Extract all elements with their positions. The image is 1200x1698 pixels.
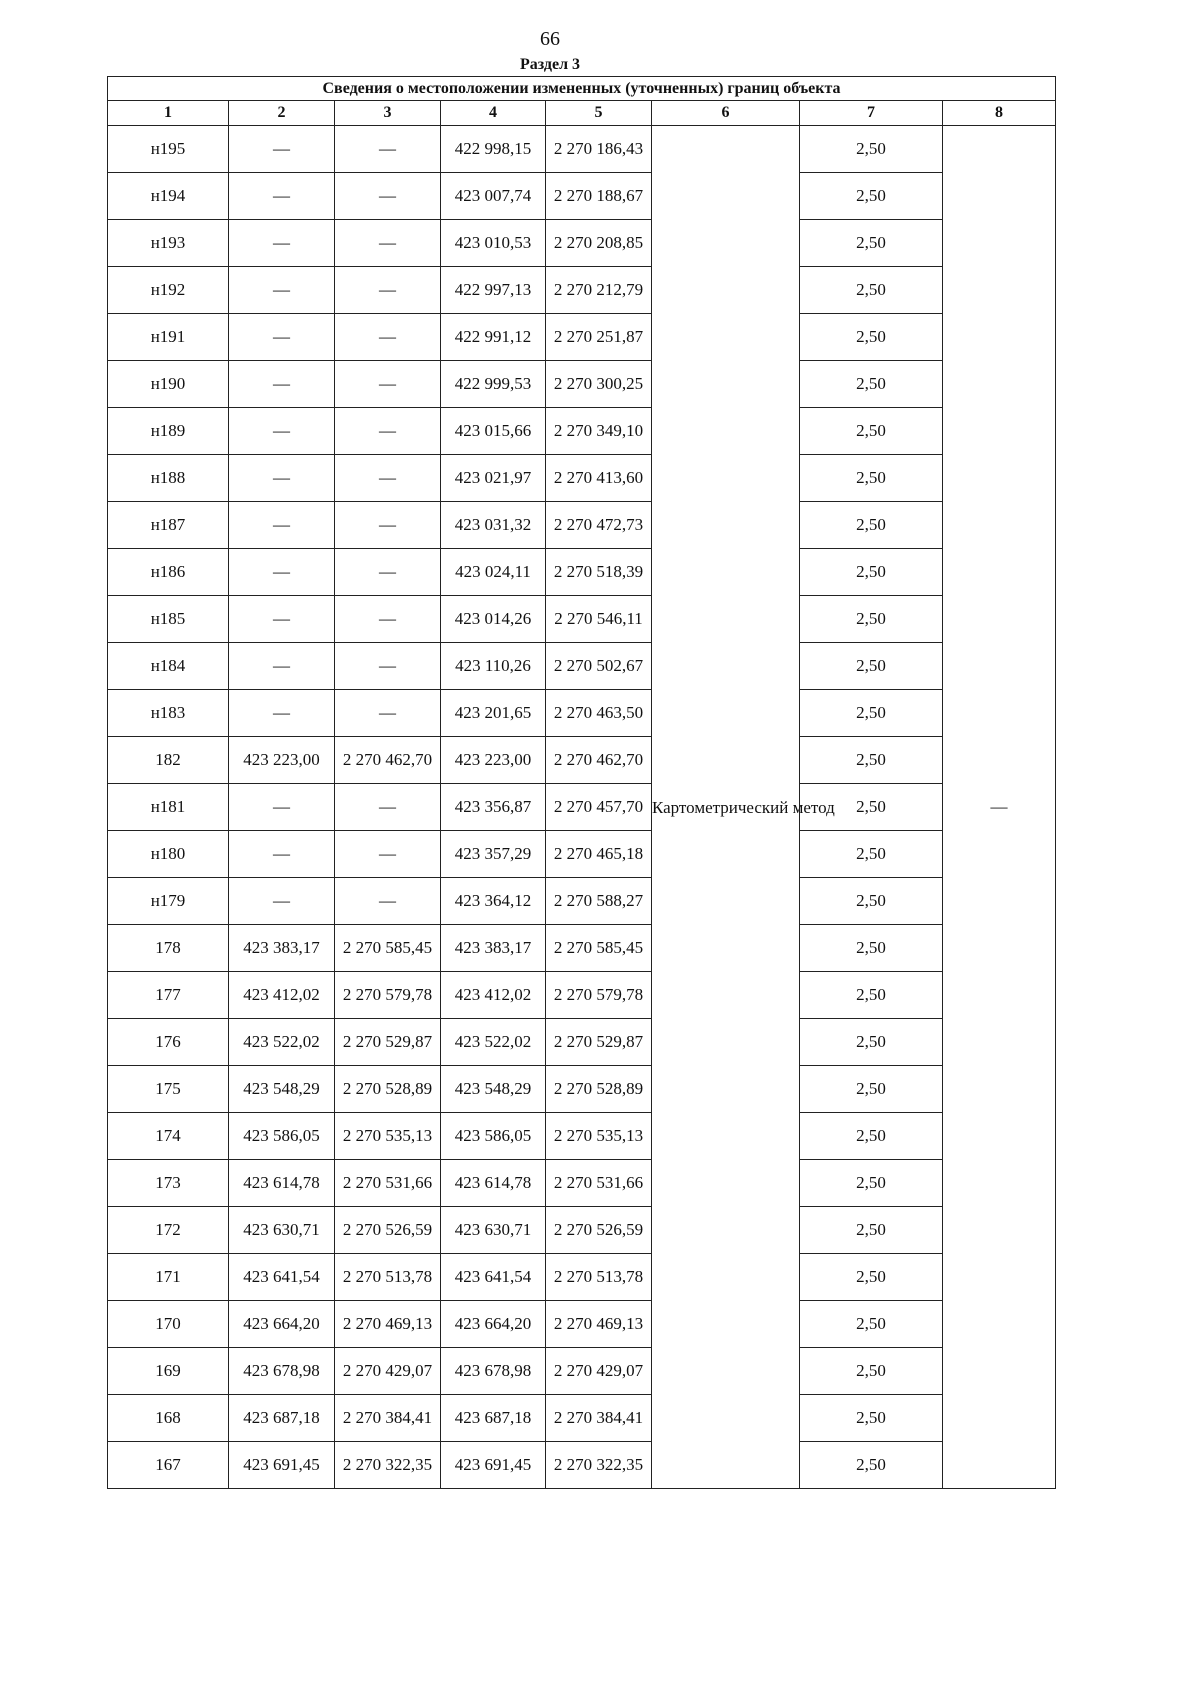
precision-value: 2,50 — [800, 1066, 943, 1113]
new-y-coordinate: 2 270 529,87 — [546, 1019, 652, 1066]
old-y-coordinate: 2 270 322,35 — [335, 1442, 441, 1489]
old-x-coordinate: — — [229, 361, 335, 408]
precision-value: 2,50 — [800, 737, 943, 784]
new-x-coordinate: 423 548,29 — [441, 1066, 546, 1113]
new-y-coordinate: 2 270 384,41 — [546, 1395, 652, 1442]
table-row — [108, 1254, 1056, 1301]
old-x-coordinate: — — [229, 784, 335, 831]
old-x-coordinate: — — [229, 596, 335, 643]
point-number: н185 — [108, 596, 229, 643]
new-y-coordinate: 2 270 588,27 — [546, 878, 652, 925]
precision-value: 2,50 — [800, 455, 943, 502]
new-x-coordinate: 423 364,12 — [441, 878, 546, 925]
precision-value: 2,50 — [800, 1113, 943, 1160]
old-y-coordinate: — — [335, 361, 441, 408]
precision-value: 2,50 — [800, 314, 943, 361]
table-row — [108, 690, 1056, 737]
table-row — [108, 220, 1056, 267]
old-y-coordinate: — — [335, 126, 441, 173]
old-x-coordinate: — — [229, 502, 335, 549]
old-y-coordinate: — — [335, 831, 441, 878]
column-number-row — [108, 101, 1056, 126]
table-row — [108, 408, 1056, 455]
new-y-coordinate: 2 270 463,50 — [546, 690, 652, 737]
old-y-coordinate: 2 270 513,78 — [335, 1254, 441, 1301]
table-row — [108, 1395, 1056, 1442]
old-y-coordinate: 2 270 526,59 — [335, 1207, 441, 1254]
new-y-coordinate: 2 270 513,78 — [546, 1254, 652, 1301]
table-row — [108, 925, 1056, 972]
table-row — [108, 972, 1056, 1019]
new-x-coordinate: 423 630,71 — [441, 1207, 546, 1254]
precision-value: 2,50 — [800, 1442, 943, 1489]
old-y-coordinate: — — [335, 267, 441, 314]
new-x-coordinate: 423 015,66 — [441, 408, 546, 455]
new-x-coordinate: 423 031,32 — [441, 502, 546, 549]
table-caption: Сведения о местоположении измененных (уточненных) границ объекта — [108, 77, 1056, 101]
precision-value: 2,50 — [800, 1207, 943, 1254]
new-x-coordinate: 423 614,78 — [441, 1160, 546, 1207]
point-number: н180 — [108, 831, 229, 878]
point-number: н181 — [108, 784, 229, 831]
table-row — [108, 314, 1056, 361]
precision-value: 2,50 — [800, 502, 943, 549]
old-y-coordinate: 2 270 579,78 — [335, 972, 441, 1019]
column-number: 7 — [800, 101, 943, 126]
new-x-coordinate: 423 223,00 — [441, 737, 546, 784]
new-x-coordinate: 423 356,87 — [441, 784, 546, 831]
table-row — [108, 126, 1056, 173]
new-y-coordinate: 2 270 531,66 — [546, 1160, 652, 1207]
new-y-coordinate: 2 270 429,07 — [546, 1348, 652, 1395]
old-y-coordinate: — — [335, 455, 441, 502]
point-number: 173 — [108, 1160, 229, 1207]
new-y-coordinate: 2 270 546,11 — [546, 596, 652, 643]
old-y-coordinate: 2 270 535,13 — [335, 1113, 441, 1160]
new-y-coordinate: 2 270 526,59 — [546, 1207, 652, 1254]
precision-value: 2,50 — [800, 643, 943, 690]
new-y-coordinate: 2 270 465,18 — [546, 831, 652, 878]
boundary-coordinates-table — [107, 76, 1056, 1489]
old-y-coordinate: — — [335, 878, 441, 925]
new-x-coordinate: 423 110,26 — [441, 643, 546, 690]
new-y-coordinate: 2 270 469,13 — [546, 1301, 652, 1348]
table-row — [108, 549, 1056, 596]
determination-method: Картометрический метод — [652, 126, 800, 1489]
table-row — [108, 643, 1056, 690]
point-number: н192 — [108, 267, 229, 314]
old-x-coordinate: 423 630,71 — [229, 1207, 335, 1254]
new-y-coordinate: 2 270 251,87 — [546, 314, 652, 361]
new-y-coordinate: 2 270 349,10 — [546, 408, 652, 455]
precision-value: 2,50 — [800, 690, 943, 737]
boundary-description: — — [943, 126, 1056, 1489]
table-row — [108, 173, 1056, 220]
old-y-coordinate: 2 270 528,89 — [335, 1066, 441, 1113]
old-y-coordinate: — — [335, 596, 441, 643]
old-y-coordinate: 2 270 531,66 — [335, 1160, 441, 1207]
new-y-coordinate: 2 270 528,89 — [546, 1066, 652, 1113]
old-y-coordinate: — — [335, 220, 441, 267]
old-x-coordinate: 423 614,78 — [229, 1160, 335, 1207]
point-number: 182 — [108, 737, 229, 784]
precision-value: 2,50 — [800, 925, 943, 972]
precision-value: 2,50 — [800, 361, 943, 408]
point-number: 167 — [108, 1442, 229, 1489]
table-row — [108, 831, 1056, 878]
precision-value: 2,50 — [800, 1395, 943, 1442]
table-row — [108, 1442, 1056, 1489]
new-y-coordinate: 2 270 322,35 — [546, 1442, 652, 1489]
old-x-coordinate: — — [229, 173, 335, 220]
old-y-coordinate: — — [335, 690, 441, 737]
point-number: н186 — [108, 549, 229, 596]
point-number: 175 — [108, 1066, 229, 1113]
old-x-coordinate: 423 691,45 — [229, 1442, 335, 1489]
old-x-coordinate: 423 641,54 — [229, 1254, 335, 1301]
precision-value: 2,50 — [800, 1160, 943, 1207]
point-number: 177 — [108, 972, 229, 1019]
new-x-coordinate: 423 357,29 — [441, 831, 546, 878]
old-x-coordinate: 423 522,02 — [229, 1019, 335, 1066]
new-x-coordinate: 422 998,15 — [441, 126, 546, 173]
new-y-coordinate: 2 270 518,39 — [546, 549, 652, 596]
table-row — [108, 1019, 1056, 1066]
column-number: 6 — [652, 101, 800, 126]
point-number: 169 — [108, 1348, 229, 1395]
new-x-coordinate: 423 014,26 — [441, 596, 546, 643]
table-row — [108, 361, 1056, 408]
column-number: 1 — [108, 101, 229, 126]
table-row — [108, 455, 1056, 502]
new-y-coordinate: 2 270 502,67 — [546, 643, 652, 690]
new-y-coordinate: 2 270 212,79 — [546, 267, 652, 314]
table-row — [108, 784, 1056, 831]
new-x-coordinate: 423 641,54 — [441, 1254, 546, 1301]
new-y-coordinate: 2 270 413,60 — [546, 455, 652, 502]
point-number: 168 — [108, 1395, 229, 1442]
column-number: 4 — [441, 101, 546, 126]
old-x-coordinate: — — [229, 643, 335, 690]
old-y-coordinate: 2 270 384,41 — [335, 1395, 441, 1442]
old-x-coordinate: 423 664,20 — [229, 1301, 335, 1348]
old-y-coordinate: — — [335, 784, 441, 831]
new-x-coordinate: 423 021,97 — [441, 455, 546, 502]
old-x-coordinate: — — [229, 831, 335, 878]
point-number: н193 — [108, 220, 229, 267]
point-number: н190 — [108, 361, 229, 408]
table-row — [108, 1348, 1056, 1395]
new-x-coordinate: 423 687,18 — [441, 1395, 546, 1442]
table-row — [108, 1113, 1056, 1160]
old-x-coordinate: 423 223,00 — [229, 737, 335, 784]
point-number: н189 — [108, 408, 229, 455]
precision-value: 2,50 — [800, 972, 943, 1019]
new-y-coordinate: 2 270 462,70 — [546, 737, 652, 784]
old-y-coordinate: — — [335, 643, 441, 690]
point-number: н188 — [108, 455, 229, 502]
new-y-coordinate: 2 270 186,43 — [546, 126, 652, 173]
new-x-coordinate: 423 664,20 — [441, 1301, 546, 1348]
new-y-coordinate: 2 270 472,73 — [546, 502, 652, 549]
new-x-coordinate: 423 586,05 — [441, 1113, 546, 1160]
table-row — [108, 1066, 1056, 1113]
old-x-coordinate: — — [229, 314, 335, 361]
old-y-coordinate: 2 270 529,87 — [335, 1019, 441, 1066]
old-x-coordinate: — — [229, 126, 335, 173]
table-row — [108, 878, 1056, 925]
new-y-coordinate: 2 270 208,85 — [546, 220, 652, 267]
page-number: 66 — [540, 28, 560, 50]
new-x-coordinate: 423 010,53 — [441, 220, 546, 267]
old-x-coordinate: 423 586,05 — [229, 1113, 335, 1160]
old-y-coordinate: — — [335, 173, 441, 220]
table-row — [108, 737, 1056, 784]
point-number: 170 — [108, 1301, 229, 1348]
point-number: 174 — [108, 1113, 229, 1160]
new-x-coordinate: 423 007,74 — [441, 173, 546, 220]
point-number: 171 — [108, 1254, 229, 1301]
section-title: Раздел 3 — [519, 56, 581, 73]
new-x-coordinate: 423 412,02 — [441, 972, 546, 1019]
precision-value: 2,50 — [800, 1301, 943, 1348]
new-y-coordinate: 2 270 457,70 — [546, 784, 652, 831]
new-x-coordinate: 423 383,17 — [441, 925, 546, 972]
point-number: н195 — [108, 126, 229, 173]
point-number: 176 — [108, 1019, 229, 1066]
point-number: н184 — [108, 643, 229, 690]
old-x-coordinate: 423 412,02 — [229, 972, 335, 1019]
table-row — [108, 267, 1056, 314]
old-x-coordinate: 423 548,29 — [229, 1066, 335, 1113]
point-number: н187 — [108, 502, 229, 549]
old-x-coordinate: — — [229, 220, 335, 267]
new-x-coordinate: 422 991,12 — [441, 314, 546, 361]
point-number: н194 — [108, 173, 229, 220]
old-x-coordinate: 423 383,17 — [229, 925, 335, 972]
new-x-coordinate: 422 999,53 — [441, 361, 546, 408]
new-y-coordinate: 2 270 585,45 — [546, 925, 652, 972]
precision-value: 2,50 — [800, 1348, 943, 1395]
precision-value: 2,50 — [800, 831, 943, 878]
new-x-coordinate: 423 024,11 — [441, 549, 546, 596]
old-x-coordinate: — — [229, 690, 335, 737]
column-number: 3 — [335, 101, 441, 126]
old-y-coordinate: — — [335, 314, 441, 361]
old-x-coordinate: — — [229, 549, 335, 596]
new-y-coordinate: 2 270 188,67 — [546, 173, 652, 220]
table-row — [108, 1207, 1056, 1254]
old-y-coordinate: 2 270 429,07 — [335, 1348, 441, 1395]
column-number: 5 — [546, 101, 652, 126]
column-number: 8 — [943, 101, 1056, 126]
new-x-coordinate: 423 691,45 — [441, 1442, 546, 1489]
new-y-coordinate: 2 270 300,25 — [546, 361, 652, 408]
precision-value: 2,50 — [800, 549, 943, 596]
new-y-coordinate: 2 270 579,78 — [546, 972, 652, 1019]
table-row — [108, 1301, 1056, 1348]
old-y-coordinate: 2 270 462,70 — [335, 737, 441, 784]
point-number: н191 — [108, 314, 229, 361]
table-row — [108, 1160, 1056, 1207]
precision-value: 2,50 — [800, 1254, 943, 1301]
old-x-coordinate: — — [229, 455, 335, 502]
point-number: н183 — [108, 690, 229, 737]
old-x-coordinate: 423 678,98 — [229, 1348, 335, 1395]
precision-value: 2,50 — [800, 596, 943, 643]
old-y-coordinate: — — [335, 502, 441, 549]
precision-value: 2,50 — [800, 173, 943, 220]
precision-value: 2,50 — [800, 878, 943, 925]
old-x-coordinate: — — [229, 878, 335, 925]
precision-value: 2,50 — [800, 1019, 943, 1066]
new-x-coordinate: 423 201,65 — [441, 690, 546, 737]
new-y-coordinate: 2 270 535,13 — [546, 1113, 652, 1160]
old-y-coordinate: — — [335, 408, 441, 455]
column-number: 2 — [229, 101, 335, 126]
table-row — [108, 596, 1056, 643]
point-number: 178 — [108, 925, 229, 972]
precision-value: 2,50 — [800, 220, 943, 267]
old-x-coordinate: — — [229, 408, 335, 455]
precision-value: 2,50 — [800, 784, 943, 831]
precision-value: 2,50 — [800, 267, 943, 314]
point-number: 172 — [108, 1207, 229, 1254]
old-y-coordinate: 2 270 585,45 — [335, 925, 441, 972]
new-x-coordinate: 423 522,02 — [441, 1019, 546, 1066]
old-x-coordinate: — — [229, 267, 335, 314]
old-y-coordinate: — — [335, 549, 441, 596]
precision-value: 2,50 — [800, 408, 943, 455]
old-y-coordinate: 2 270 469,13 — [335, 1301, 441, 1348]
table-row — [108, 502, 1056, 549]
old-x-coordinate: 423 687,18 — [229, 1395, 335, 1442]
precision-value: 2,50 — [800, 126, 943, 173]
point-number: н179 — [108, 878, 229, 925]
new-x-coordinate: 422 997,13 — [441, 267, 546, 314]
new-x-coordinate: 423 678,98 — [441, 1348, 546, 1395]
